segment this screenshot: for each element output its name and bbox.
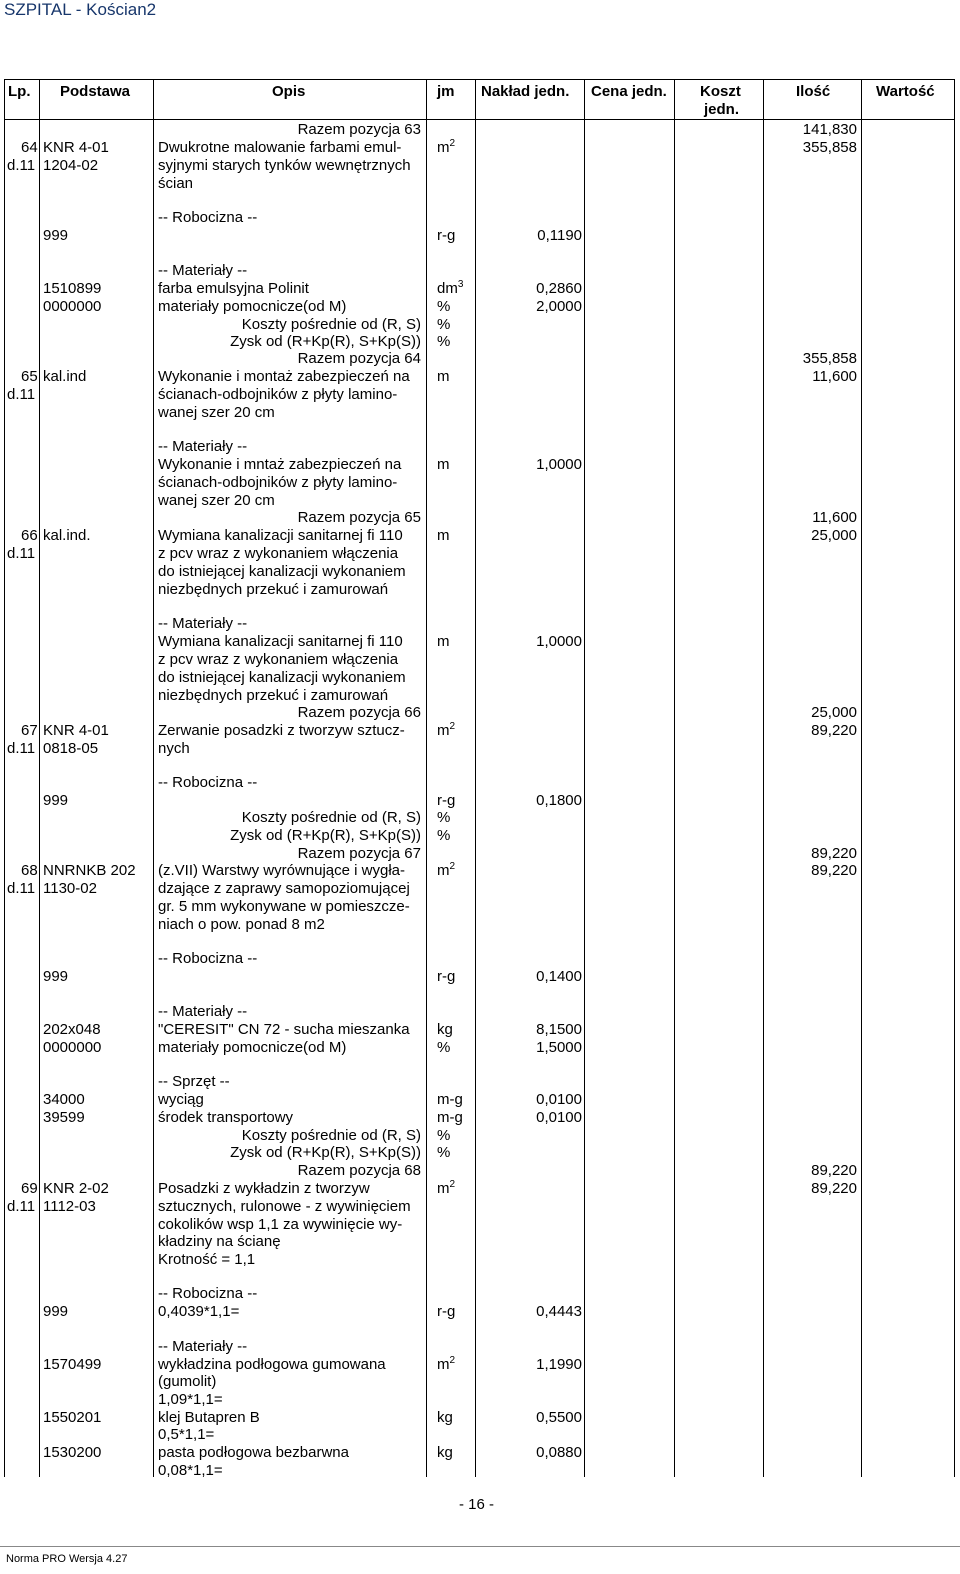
resource-code: 39599 (43, 1109, 85, 1126)
section-heading: -- Sprzęt -- (158, 1073, 230, 1090)
unit: % (437, 827, 451, 844)
unit: kg (437, 1409, 453, 1426)
position-description: Wymiana kanalizacji sanitarnej fi 110 (158, 527, 403, 544)
column-divider-koszt (763, 79, 764, 1477)
resource-name: 0,08*1,1= (158, 1462, 223, 1479)
sum-label: Razem pozycja 68 (297, 1162, 421, 1179)
sum-qty: 89,220 (811, 1162, 857, 1179)
norm-value: 2,0000 (536, 298, 582, 315)
unit: m-g (437, 1109, 463, 1126)
position-description: sztucznych, rulonowe - z wywinięciem (158, 1198, 411, 1215)
podstawa-code: KNR 2-02 (43, 1180, 109, 1197)
table-left-border (4, 79, 5, 1477)
column-divider-ilosc (861, 79, 862, 1477)
position-description: cokolików wsp 1,1 za wywinięcie wy- (158, 1216, 403, 1233)
resource-name: do istniejącej kanalizacji wykonaniem (158, 669, 406, 686)
section-heading: -- Robocizna -- (158, 950, 258, 967)
norm-value: 8,1500 (536, 1021, 582, 1038)
sum-label: Razem pozycja 67 (297, 845, 421, 862)
resource-name: wykładzina podłogowa gumowana (158, 1356, 386, 1373)
norm-value: 0,1400 (536, 968, 582, 985)
profit-label: Zysk od (R+Kp(R), S+Kp(S)) (230, 827, 421, 844)
header-koszt: Koszt (700, 83, 741, 100)
column-divider-lp (39, 79, 40, 1477)
header-jm: jm (437, 83, 455, 100)
resource-code: 999 (43, 227, 69, 244)
overhead-label: Koszty pośrednie od (R, S) (241, 316, 421, 333)
unit: r-g (437, 227, 456, 244)
lp-suffix: d.11 (7, 157, 36, 174)
header-ilosc: Ilość (796, 83, 831, 100)
position-description: syjnymi starych tynków wewnętrznych (158, 157, 411, 174)
unit: r-g (437, 792, 456, 809)
position-description: gr. 5 mm wykonywane w pomieszcze- (158, 898, 410, 915)
quantity: 11,600 (812, 368, 857, 385)
unit: $dm^3$ (437, 279, 464, 297)
sum-qty: 89,220 (811, 845, 857, 862)
section-heading: -- Materiały -- (158, 1003, 248, 1020)
section-heading: -- Robocizna -- (158, 1285, 258, 1302)
lp-number: 65 (21, 368, 38, 385)
section-heading: -- Materiały -- (158, 262, 248, 279)
unit: % (437, 316, 451, 333)
norm-value: 0,0100 (536, 1109, 582, 1126)
norm-value: 1,0000 (536, 633, 582, 650)
position-description: (z.VII) Warstwy wyrównujące i wygła- (158, 862, 405, 879)
norm-value: 1,0000 (536, 456, 582, 473)
unit: m (437, 527, 450, 544)
norm-value: 0,0100 (536, 1091, 582, 1108)
sum-qty: 25,000 (811, 704, 857, 721)
unit: $m^2$ (437, 1355, 456, 1373)
header-bottom-border (4, 119, 955, 120)
resource-code: 1510899 (43, 280, 102, 297)
resource-name: (gumolit) (158, 1373, 217, 1390)
unit: % (437, 809, 451, 826)
unit: $m^2$ (437, 721, 456, 739)
header-opis: Opis (272, 83, 306, 100)
column-divider-cena (674, 79, 675, 1477)
norm-value: 0,1190 (537, 227, 582, 244)
resource-name: wanej szer 20 cm (158, 492, 275, 509)
header-cena: Cena jedn. (591, 83, 667, 100)
quantity: 89,220 (811, 722, 857, 739)
position-description: dzające z zaprawy samopoziomującej (158, 880, 410, 897)
podstawa-code: 1204-02 (43, 157, 99, 174)
sum-qty: 141,830 (802, 121, 857, 138)
overhead-label: Koszty pośrednie od (R, S) (241, 1127, 421, 1144)
profit-label: Zysk od (R+Kp(R), S+Kp(S)) (230, 333, 421, 350)
unit: m (437, 456, 450, 473)
podstawa-code: kal.ind. (43, 527, 91, 544)
podstawa-code: KNR 4-01 (43, 722, 109, 739)
resource-code: 999 (43, 1303, 69, 1320)
header-lp: Lp. (8, 83, 31, 100)
resource-name: materiały pomocnicze(od M) (158, 298, 347, 315)
lp-suffix: d.11 (7, 545, 36, 562)
norm-value: 1,1990 (536, 1356, 582, 1373)
column-divider-jm (475, 79, 476, 1477)
unit: r-g (437, 1303, 456, 1320)
sum-label: Razem pozycja 64 (297, 350, 421, 367)
position-description: kładziny na ścianę (158, 1233, 281, 1250)
podstawa-code: NNRNKB 202 (43, 862, 136, 879)
unit: m-g (437, 1091, 463, 1108)
lp-suffix: d.11 (7, 880, 36, 897)
position-description: ścian (158, 175, 194, 192)
lp-number: 68 (21, 862, 38, 879)
lp-suffix: d.11 (7, 740, 36, 757)
quantity: 25,000 (811, 527, 857, 544)
podstawa-code: KNR 4-01 (43, 139, 109, 156)
section-heading: -- Materiały -- (158, 438, 248, 455)
column-divider-naklad (584, 79, 585, 1477)
resource-code: 1530200 (43, 1444, 102, 1461)
resource-code: 0000000 (43, 1039, 102, 1056)
sum-qty: 11,600 (812, 509, 857, 526)
position-description: Wykonanie i montaż zabezpieczeń na (158, 368, 410, 385)
unit: m (437, 368, 450, 385)
section-heading: -- Robocizna -- (158, 774, 258, 791)
position-description: niezbędnych przekuć i zamurowań (158, 581, 389, 598)
podstawa-code: kal.ind (43, 368, 87, 385)
resource-name: Wykonanie i mntaż zabezpieczeń na (158, 456, 402, 473)
unit: % (437, 298, 451, 315)
unit: $m^2$ (437, 138, 456, 156)
position-description: ścianach-odbojników z płyty lamino- (158, 386, 398, 403)
lp-number: 67 (21, 722, 38, 739)
resource-name: 0,5*1,1= (158, 1426, 215, 1443)
resource-name: farba emulsyjna Polinit (158, 280, 309, 297)
lp-suffix: d.11 (7, 386, 36, 403)
footer-software-version: Norma PRO Wersja 4.27 (6, 1553, 128, 1565)
resource-name: materiały pomocnicze(od M) (158, 1039, 347, 1056)
position-description: do istniejącej kanalizacji wykonaniem (158, 563, 406, 580)
header-podstawa: Podstawa (60, 83, 131, 100)
header-naklad: Nakład jedn. (481, 83, 570, 100)
unit: $m^2$ (437, 1179, 456, 1197)
resource-code: 202x048 (43, 1021, 101, 1038)
quantity: 89,220 (811, 862, 857, 879)
resource-name: niezbędnych przekuć i zamurowań (158, 687, 389, 704)
quantity: 89,220 (811, 1180, 857, 1197)
podstawa-code: 1112-03 (43, 1198, 96, 1215)
page-number: - 16 - (459, 1496, 495, 1513)
header-koszt-jedn: jedn. (704, 101, 740, 118)
section-heading: -- Robocizna -- (158, 209, 258, 226)
resource-code: 0000000 (43, 298, 102, 315)
unit: % (437, 333, 451, 350)
unit: % (437, 1127, 451, 1144)
section-heading: -- Materiały -- (158, 1338, 248, 1355)
unit: m (437, 633, 450, 650)
norm-value: 0,4443 (536, 1303, 582, 1320)
sum-label: Razem pozycja 66 (297, 704, 421, 721)
header-wartosc: Wartość (876, 83, 935, 100)
document-title: SZPITAL - Kościan2 (4, 0, 157, 19)
unit: % (437, 1144, 451, 1161)
norm-value: 0,5500 (536, 1409, 582, 1426)
resource-name: środek transportowy (158, 1109, 294, 1126)
table-right-border (954, 79, 955, 1477)
unit: r-g (437, 968, 456, 985)
resource-name: 0,4039*1,1= (158, 1303, 240, 1320)
podstawa-code: 0818-05 (43, 740, 99, 757)
position-description: z pcv wraz z wykonaniem włączenia (158, 545, 399, 562)
position-description: Krotność = 1,1 (158, 1251, 256, 1268)
resource-code: 1570499 (43, 1356, 102, 1373)
position-description: Zerwanie posadzki z tworzyw sztucz- (158, 722, 405, 739)
resource-name: "CERESIT" CN 72 - sucha mieszanka (158, 1021, 410, 1038)
column-divider-opis (426, 79, 427, 1477)
unit: kg (437, 1444, 453, 1461)
resource-name: klej Butapren B (158, 1409, 260, 1426)
resource-name: ścianach-odbojników z płyty lamino- (158, 474, 398, 491)
resource-code: 999 (43, 792, 69, 809)
quantity: 355,858 (802, 139, 857, 156)
sum-qty: 355,858 (802, 350, 857, 367)
position-description: wanej szer 20 cm (158, 404, 275, 421)
position-description: Posadzki z wykładzin z tworzyw (158, 1180, 370, 1197)
column-divider-podstawa (153, 79, 154, 1477)
norm-value: 0,1800 (536, 792, 582, 809)
footer-divider (0, 1546, 960, 1547)
norm-value: 0,2860 (536, 280, 582, 297)
unit: kg (437, 1021, 453, 1038)
profit-label: Zysk od (R+Kp(R), S+Kp(S)) (230, 1144, 421, 1161)
overhead-label: Koszty pośrednie od (R, S) (241, 809, 421, 826)
resource-code: 999 (43, 968, 69, 985)
resource-name: wyciąg (158, 1091, 204, 1108)
resource-name: Wymiana kanalizacji sanitarnej fi 110 (158, 633, 403, 650)
sum-label: Razem pozycja 65 (297, 509, 421, 526)
lp-number: 69 (21, 1180, 38, 1197)
position-description: Dwukrotne malowanie farbami emul- (158, 139, 402, 156)
section-heading: -- Materiały -- (158, 615, 248, 632)
table-top-border (4, 79, 955, 80)
podstawa-code: 1130-02 (43, 880, 97, 897)
lp-suffix: d.11 (7, 1198, 36, 1215)
lp-number: 66 (21, 527, 38, 544)
unit: $m^2$ (437, 861, 456, 879)
unit: % (437, 1039, 451, 1056)
position-description: nych (158, 740, 190, 757)
resource-code: 34000 (43, 1091, 85, 1108)
resource-name: 1,09*1,1= (158, 1391, 223, 1408)
resource-code: 1550201 (43, 1409, 102, 1426)
lp-number: 64 (21, 139, 38, 156)
resource-name: pasta podłogowa bezbarwna (158, 1444, 349, 1461)
resource-name: z pcv wraz z wykonaniem włączenia (158, 651, 399, 668)
norm-value: 0,0880 (536, 1444, 582, 1461)
norm-value: 1,5000 (536, 1039, 582, 1056)
position-description: niach o pow. ponad 8 m2 (158, 916, 325, 933)
sum-label: Razem pozycja 63 (297, 121, 421, 138)
